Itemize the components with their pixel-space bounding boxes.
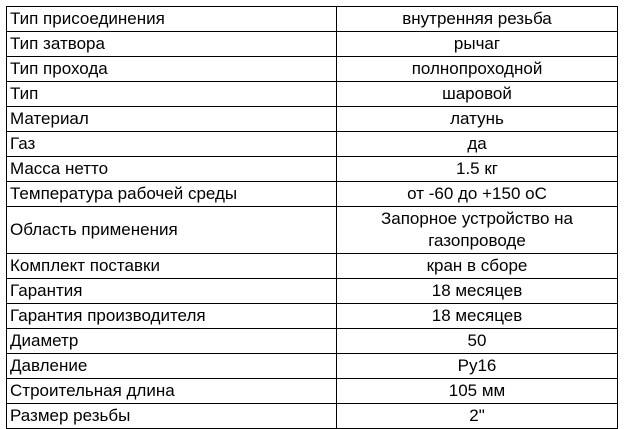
spec-value[interactable]: шаровой <box>337 82 618 107</box>
spec-label[interactable]: Диаметр <box>7 329 337 354</box>
table-row <box>7 329 618 354</box>
table-row <box>7 132 618 157</box>
spec-label[interactable]: Строительная длина <box>7 379 337 404</box>
table-row <box>7 32 618 57</box>
spec-value[interactable]: кран в сборе <box>337 254 618 279</box>
spec-value[interactable]: внутренняя резьба <box>337 7 618 32</box>
spec-value[interactable]: 105 мм <box>337 379 618 404</box>
table-row <box>7 279 618 304</box>
spec-label[interactable]: Давление <box>7 354 337 379</box>
spec-value[interactable]: рычаг <box>337 32 618 57</box>
spec-table <box>6 6 618 429</box>
table-row <box>7 57 618 82</box>
spec-value[interactable]: 18 месяцев <box>337 304 618 329</box>
table-row <box>7 7 618 32</box>
spec-label[interactable]: Масса нетто <box>7 157 337 182</box>
spec-value[interactable]: латунь <box>337 107 618 132</box>
spec-label[interactable]: Гарантия <box>7 279 337 304</box>
table-row <box>7 254 618 279</box>
spec-label[interactable]: Тип прохода <box>7 57 337 82</box>
table-row <box>7 182 618 207</box>
spec-value[interactable]: 18 месяцев <box>337 279 618 304</box>
spec-label[interactable]: Комплект поставки <box>7 254 337 279</box>
table-row <box>7 82 618 107</box>
table-row <box>7 207 618 254</box>
spec-label[interactable]: Размер резьбы <box>7 404 337 429</box>
spec-sheet <box>6 6 618 429</box>
spec-value[interactable]: 2" <box>337 404 618 429</box>
spec-label[interactable]: Материал <box>7 107 337 132</box>
spec-label[interactable]: Газ <box>7 132 337 157</box>
spec-value[interactable]: да <box>337 132 618 157</box>
table-row <box>7 354 618 379</box>
spec-value[interactable]: Ру16 <box>337 354 618 379</box>
spec-label[interactable]: Гарантия производителя <box>7 304 337 329</box>
spec-value[interactable]: полнопроходной <box>337 57 618 82</box>
spec-label[interactable]: Тип <box>7 82 337 107</box>
spec-label[interactable]: Тип присоединения <box>7 7 337 32</box>
spec-value[interactable]: 1.5 кг <box>337 157 618 182</box>
table-row <box>7 107 618 132</box>
spec-value[interactable]: от -60 до +150 оС <box>337 182 618 207</box>
table-row <box>7 404 618 429</box>
spec-value[interactable]: Запорное устройство на газопроводе <box>337 207 618 254</box>
table-row <box>7 379 618 404</box>
spec-label[interactable]: Область применения <box>7 207 337 254</box>
spec-label[interactable]: Тип затвора <box>7 32 337 57</box>
table-row <box>7 157 618 182</box>
table-row <box>7 304 618 329</box>
spec-label[interactable]: Температура рабочей среды <box>7 182 337 207</box>
spec-value[interactable]: 50 <box>337 329 618 354</box>
